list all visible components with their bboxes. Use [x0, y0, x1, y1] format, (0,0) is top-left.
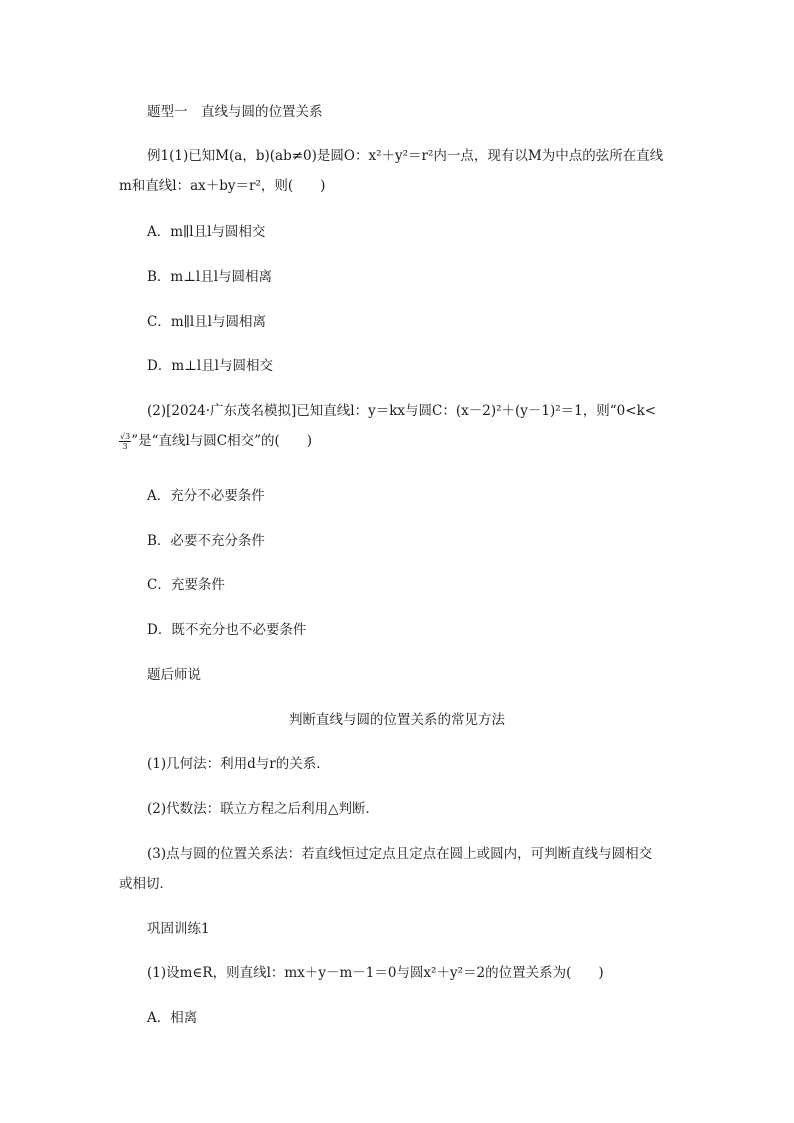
example1-option-b: B．m⊥l且l与圆相离 [147, 269, 273, 285]
practice-question-1: (1)设m∈R，则直线l：mx＋y－m－1＝0与圆x²＋y²＝2的位置关系为( ) [147, 965, 604, 981]
method-1: (1)几何法：利用d与r的关系． [147, 756, 330, 772]
fraction-numerator: √3 [120, 432, 131, 441]
example1-option-d: D．m⊥l且l与圆相交 [147, 358, 273, 374]
method-3-continued: 或相切． [119, 876, 173, 892]
method-3: (3)点与圆的位置关系法：若直线恒过定点且定点在圆上或圆内，可判断直线与圆相交 [147, 846, 653, 862]
example2-option-c: C．充要条件 [147, 577, 225, 593]
teacher-notes-label: 题后师说 [147, 667, 201, 683]
example1-option-c: C．m∥l且l与圆相离 [147, 314, 267, 330]
section-title: 题型一 直线与圆的位置关系 [147, 104, 323, 120]
example1-part2-line2 [119, 432, 312, 451]
sqrt3-over-3-fraction [119, 432, 131, 451]
example1-part1-line1: 例1(1)已知M(a，b)(ab≠0)是圆O：x²＋y²＝r²内一点，现有以M为中点的弦所在直线 [147, 148, 664, 164]
practice-option-a: A．相离 [147, 1010, 198, 1026]
example1-part1-line2: m和直线l：ax＋by＝r²，则( ) [119, 178, 326, 194]
example1-part2-line2-text: ”是“直线l与圆C相交”的( ) [131, 433, 313, 449]
example1-part2-line1: (2)[2024·广东茂名模拟]已知直线l：y＝kx与圆C：(x－2)²＋(y－1)²＝1，则“0<k< [147, 403, 657, 419]
example2-option-b: B．必要不充分条件 [147, 533, 265, 549]
example2-option-d: D．既不充分也不必要条件 [147, 622, 307, 638]
practice-label: 巩固训练1 [147, 921, 210, 937]
example1-option-a: A．m∥l且l与圆相交 [147, 224, 266, 240]
method-2: (2)代数法：联立方程之后利用△判断． [147, 801, 380, 817]
example2-option-a: A．充分不必要条件 [147, 488, 265, 504]
fraction-denominator: 3 [122, 442, 128, 451]
teacher-notes-heading: 判断直线与圆的位置关系的常见方法 [289, 712, 505, 728]
